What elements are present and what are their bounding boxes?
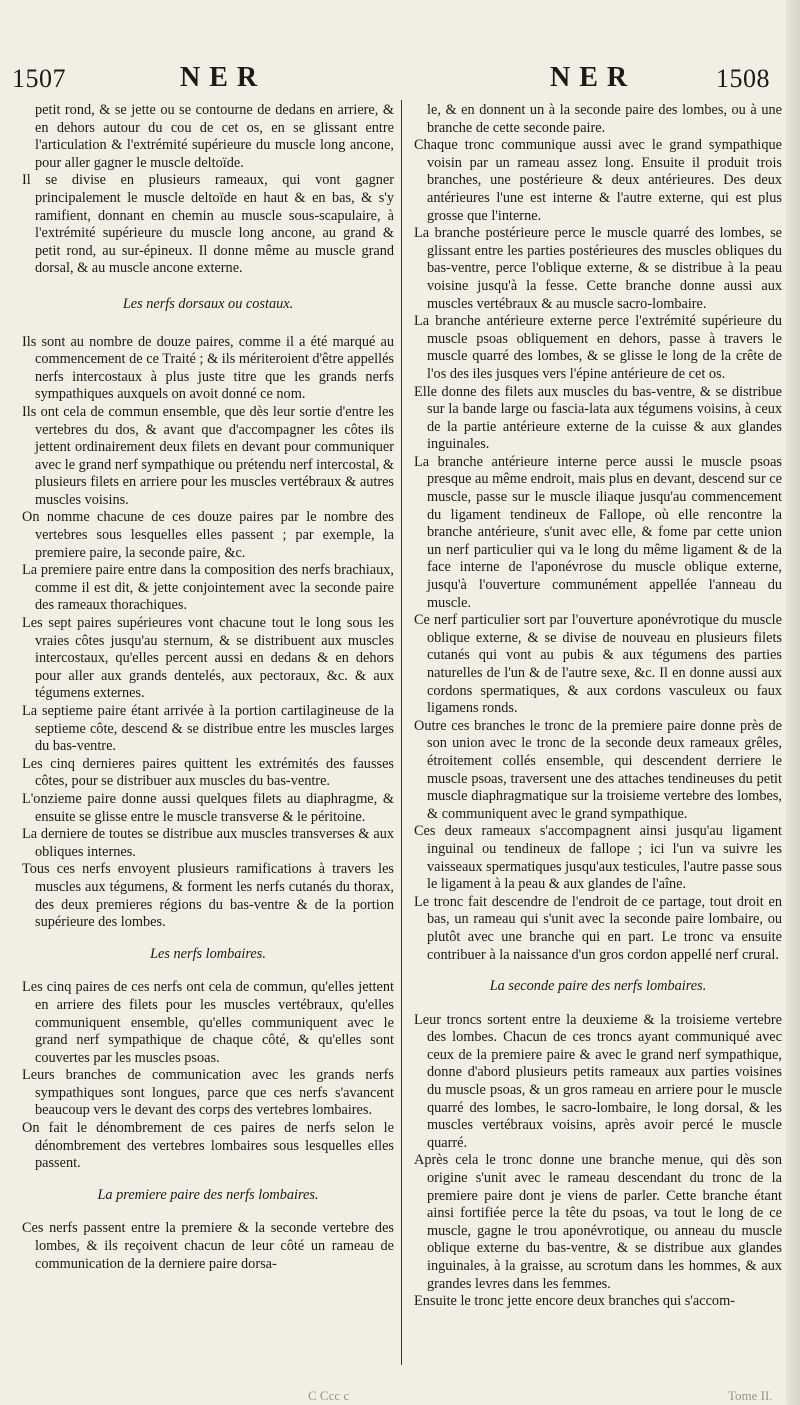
section-heading: Les nerfs lombaires. bbox=[150, 945, 266, 962]
paragraph: Il se divise en plusieurs rameaux, qui vont gagner principalement le muscle deltoïde en haut & en bas, & s'y ramifient, donnant en chemin au muscle sous-scapulaire, à l'extrémité supérieure du muscle long ancone, au grand & petit rond, au sur-épineux. Il donne même au muscle grand dorsal, & au muscle ancone externe. bbox=[22, 172, 394, 277]
paragraph: Les cinq dernieres paires quittent les extrémités des fausses côtes, pour se distribuer aux muscles du bas-ventre. bbox=[22, 755, 394, 790]
paragraph: Leurs branches de communication avec les grands nerfs sympathiques sont longues, parce que ces nerfs s'avancent beaucoup vers le devant des corps des vertebres lombaires. bbox=[22, 1067, 394, 1119]
paragraph: Tous ces nerfs envoyent plusieurs ramifications à travers les muscles aux tégumens, & forment les nerfs cutanés du thorax, des deux premieres régions du bas-ventre & de la portion supérieure des lombes. bbox=[22, 861, 394, 931]
paragraph: La derniere de toutes se distribue aux muscles transverses & aux obliques internes. bbox=[22, 826, 394, 860]
paragraph: Ces deux rameaux s'accompagnent ainsi jusqu'au ligament inguinal ou tendineux de fallope ; ici l'un va suivre les vaisseaux spermatiques jusqu'aux testicules, l'autre passe sous le ligament à la peau & aux glandes de l'aîne. bbox=[414, 823, 782, 893]
left-running-title: NER bbox=[180, 62, 267, 93]
paragraph: Leur troncs sortent entre la deuxieme & la troisieme vertebre des lombes. Chacun de ces troncs ayant communiqué avec ceux de la premiere paire & avec le grand nerf sympathique, donne d'abord plusieurs petits rameaux aux parties voisines du muscle psoas, & un gros rameau en arriere pour le muscle quarré des lombes, le sacro-lombaire, le long dorsal, & les muscles vertébraux voisins, après avoir percé le muscle quarré. bbox=[414, 1011, 782, 1151]
paragraph: Elle donne des filets aux muscles du bas-ventre, & se distribue sur la bande large ou fascia-lata aux tégumens voisins, à ceux de la partie antérieure externe de la cuisse & aux glandes inguinales. bbox=[414, 383, 782, 453]
paragraph: Chaque tronc communique aussi avec le grand sympathique voisin par un rameau assez long. Ensuite il produit trois branches, une postérieure & deux antérieures. Des deux antérieures l'une est interne & l'autre externe, qui est plus grosse que l'interne. bbox=[414, 137, 782, 224]
column-divider bbox=[401, 100, 402, 1365]
paragraph: Ils ont cela de commun ensemble, que dès leur sortie d'entre les vertebres du dos, & avant que d'accompagner les côtes ils jettent ordinairement deux filets en devant pour communiquer avec le grand nerf sympathique ou prétendu nerf intercostal, & plusieurs filets en arriere pour les muscles vertébraux & autres muscles voisins. bbox=[22, 403, 394, 508]
paragraph: On fait le dénombrement de ces paires de nerfs selon le dénombrement des vertebres lombaires sous lesquelles elles passent. bbox=[22, 1120, 394, 1172]
paragraph: La branche postérieure perce le muscle quarré des lombes, se glissant entre les parties postérieures des muscles obliques du bas-ventre, perce l'oblique externe, & se distribue à la peau voisine jusqu'à la fesse. Cette branche donne aussi aux muscles vertébraux & au muscle sacro-lombaire. bbox=[414, 225, 782, 312]
section-heading: La seconde paire des nerfs lombaires. bbox=[489, 978, 707, 995]
paragraph: le, & en donnent un à la seconde paire des lombes, ou à une branche de cette seconde paire. bbox=[427, 102, 782, 136]
paragraph: Ils sont au nombre de douze paires, comme il a été marqué au commencement de ce Traité ; & ils mériteroient d'être appellés nerfs intercostaux à plus juste titre que les grands nerfs sympathiques auxquels on avoit donné ce nom. bbox=[22, 333, 394, 403]
paragraph: Ensuite le tronc jette encore deux branches qui s'accom- bbox=[414, 1293, 735, 1310]
paragraph: On nomme chacune de ces douze paires par le nombre des vertebres sous lesquelles elles passent ; par exemple, la premiere paire, la seconde paire, &c. bbox=[22, 509, 394, 561]
paragraph: Les cinq paires de ces nerfs ont cela de commun, qu'elles jettent en arriere des filets pour les muscles vertébraux, qu'elles communiquent ensemble, qu'elles communiquent avec le grand nerf sympathique de chaque côté, & qu'elles sont couvertes par les muscles psoas. bbox=[22, 979, 394, 1066]
paragraph: La branche antérieure interne perce aussi le muscle psoas presque au même endroit, mais plus en devant, descend sur ce muscle, passe sur le muscle iliaque jusqu'au commencement du ligament tendineux de Fallope, où elle rencontre la branche antérieure, s'unit avec elle, & fome par cette union un nerf particulier qui va le long du même ligament & de la face interne de l'aponévrose du muscle oblique externe, jusqu'à l'ouverture communément appellée l'anneau du muscle. bbox=[414, 453, 782, 611]
right-running-title: NER bbox=[550, 62, 637, 93]
section-heading: Les nerfs dorsaux ou costaux. bbox=[122, 295, 294, 312]
right-column bbox=[414, 102, 782, 1392]
paragraph: La septieme paire étant arrivée à la portion cartilagineuse de la septieme côte, descend & se distribue entre les muscles larges du bas-ventre. bbox=[22, 703, 394, 755]
paragraph: petit rond, & se jette ou se contourne de dedans en arriere, & en dehors autour du cou de cet os, en se glissant entre l'articulation & l'extrémité supérieure du muscle long ancone, pour aller gagner le muscle deltoïde. bbox=[35, 102, 394, 171]
left-page-number: 1507 bbox=[12, 64, 66, 93]
paragraph: La premiere paire entre dans la composition des nerfs brachiaux, comme il est dit, & jette conjointement avec la seconde paire des rameaux thorachiques. bbox=[22, 562, 394, 614]
paragraph: Le tronc fait descendre de l'endroit de ce partage, tout droit en bas, un rameau qui s'unit avec la seconde paire lombaire, ou plutôt avec une branche qui en part. Le tronc va ensuite contribuer à la naissance d'un gros cordon appellé nerf crural. bbox=[414, 893, 782, 963]
paragraph: La branche antérieure externe perce l'extrémité supérieure du muscle psoas obliquement en dehors, passe à travers le muscle quarré des lombes, & se glisse le long de la crête de l'os des iles jusques vers l'épine antérieure de cet os. bbox=[414, 313, 782, 382]
paragraph: Les sept paires supérieures vont chacune tout le long sous les vraies côtes jusqu'au sternum, & se distribuent aux muscles intercostaux, qu'elles percent aussi en dedans & en dehors pour aller aux grands dentelés, aux pectoraux, &c. & aux tégumens externes. bbox=[22, 615, 394, 702]
volume-mark: Tome II. bbox=[728, 1388, 773, 1403]
signature-mark: C Ccc c bbox=[308, 1388, 350, 1403]
page-edge bbox=[786, 0, 800, 1405]
paragraph: Outre ces branches le tronc de la premiere paire donne près de son union avec le tronc de la seconde deux rameaux grêles, étroitement collés ensemble, qui descendent derriere le muscle psoas, traversent une des attaches tendineuses du petit muscle diaphragmatique sur la troisieme vertebre des lombes, & communiquent avec le grand sympathique. bbox=[414, 717, 782, 822]
running-header bbox=[10, 62, 770, 98]
paragraph: L'onzieme paire donne aussi quelques filets au diaphragme, & ensuite se glisse entre le muscle transverse & le péritoine. bbox=[22, 790, 394, 825]
left-column bbox=[22, 102, 394, 1392]
section-heading: La premiere paire des nerfs lombaires. bbox=[97, 1186, 319, 1203]
paragraph: Après cela le tronc donne une branche menue, qui dès son origine s'unit avec le rameau descendant du tronc de la premiere paire dont je viens de parler. Cette branche étant ainsi fortifiée perce la tête du psoas, va tout le long de ce muscle, gagne le trou aponévrotique, ou anneau du muscle oblique externe du bas-ventre, & se distribue aux glandes inguinales, à la graisse, au scrotum dans les hommes, & aux grandes levres dans les femmes. bbox=[414, 1152, 782, 1292]
right-page-number: 1508 bbox=[716, 64, 770, 93]
paragraph: Ce nerf particulier sort par l'ouverture aponévrotique du muscle oblique externe, & se divise de nouveau en plusieurs filets cutanés qui vont au pubis & aux tégumens des parties naturelles de l'un & de l'autre sexe, &c. Il en donne aussi aux cordons spermatiques, & aux cordons vasculeux ou faux ligamens ronds. bbox=[414, 612, 782, 717]
paragraph: Ces nerfs passent entre la premiere & la seconde vertebre des lombes, & ils reçoivent chacun de leur côté un rameau de communication de la derniere paire dorsa- bbox=[22, 1220, 394, 1272]
